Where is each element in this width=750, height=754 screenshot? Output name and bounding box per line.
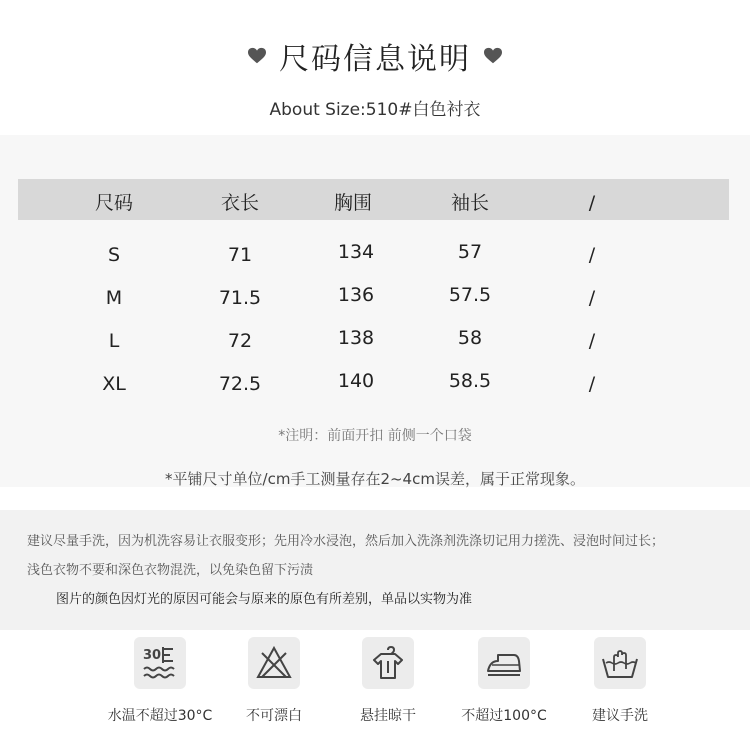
table-cell: 71.5 <box>218 287 262 309</box>
table-cell: 140 <box>337 370 375 392</box>
table-cell: M <box>105 287 123 309</box>
table-cell: XL <box>102 373 126 395</box>
title-row <box>0 34 750 78</box>
size-table-section <box>0 135 750 487</box>
table-cell: 72 <box>227 330 253 352</box>
column-header-length: 衣长 <box>220 192 259 214</box>
table-cell: 134 <box>337 241 375 263</box>
care-label: 不超过100°C <box>461 708 547 724</box>
table-cell: / <box>588 287 596 309</box>
care-item-no-bleach <box>209 637 339 725</box>
table-cell: 57 <box>457 241 483 263</box>
care-instructions <box>0 510 750 630</box>
color-disclaimer: 图片的颜色因灯光的原因可能会与原来的原色有所差别，单品以实物为准 <box>56 592 473 607</box>
table-cell: 58.5 <box>448 370 492 392</box>
table-cell: 136 <box>337 284 375 306</box>
page-subtitle: About Size:510#白色衬衣 <box>269 100 481 120</box>
heart-right-icon <box>484 47 502 65</box>
heart-left-icon <box>248 47 266 65</box>
column-header-sleeve: 袖长 <box>450 192 489 214</box>
care-icons-row <box>0 630 750 754</box>
water-temp-30-icon <box>134 637 186 689</box>
care-text-1: 建议尽量手洗，因为机洗容易让衣服变形；先用冷水浸泡，然后加入洗涤剂洗涤切记用力搓洗、浸泡时间过长； <box>27 534 665 549</box>
care-label: 悬挂晾干 <box>360 708 416 724</box>
care-label: 水温不超过30°C <box>107 708 213 724</box>
svg-text:30: 30 <box>143 648 162 663</box>
table-cell: / <box>588 330 596 352</box>
column-header-extra: / <box>588 192 596 214</box>
care-item-iron <box>439 637 569 725</box>
table-cell: 58 <box>457 327 483 349</box>
care-item-hang-dry <box>323 637 453 725</box>
column-header-size: 尺码 <box>94 192 133 214</box>
page-title: 尺码信息说明 <box>279 42 471 77</box>
product-note: *注明：前面开扣 前侧一个口袋 <box>278 428 472 444</box>
care-label: 建议手洗 <box>592 708 648 724</box>
table-cell: 71 <box>227 244 253 266</box>
care-text-2: 浅色衣物不要和深色衣物混洗，以免染色留下污渍 <box>27 563 314 578</box>
column-header-chest: 胸围 <box>333 192 372 214</box>
table-cell: / <box>588 244 596 266</box>
care-item-hand-wash <box>555 637 685 725</box>
table-cell: / <box>588 373 596 395</box>
table-cell: 57.5 <box>448 284 492 306</box>
care-label: 不可漂白 <box>246 708 302 724</box>
table-cell: L <box>108 330 120 352</box>
iron-icon <box>478 637 530 689</box>
hang-dry-icon <box>362 637 414 689</box>
care-item-water-temp <box>95 637 225 725</box>
no-bleach-icon <box>248 637 300 689</box>
header <box>0 0 750 135</box>
table-cell: 72.5 <box>218 373 262 395</box>
hand-wash-icon <box>594 637 646 689</box>
table-cell: 138 <box>337 327 375 349</box>
measurement-note: *平铺尺寸单位/cm手工测量存在2~4cm误差，属于正常现象。 <box>165 470 585 488</box>
table-cell: S <box>107 244 121 266</box>
